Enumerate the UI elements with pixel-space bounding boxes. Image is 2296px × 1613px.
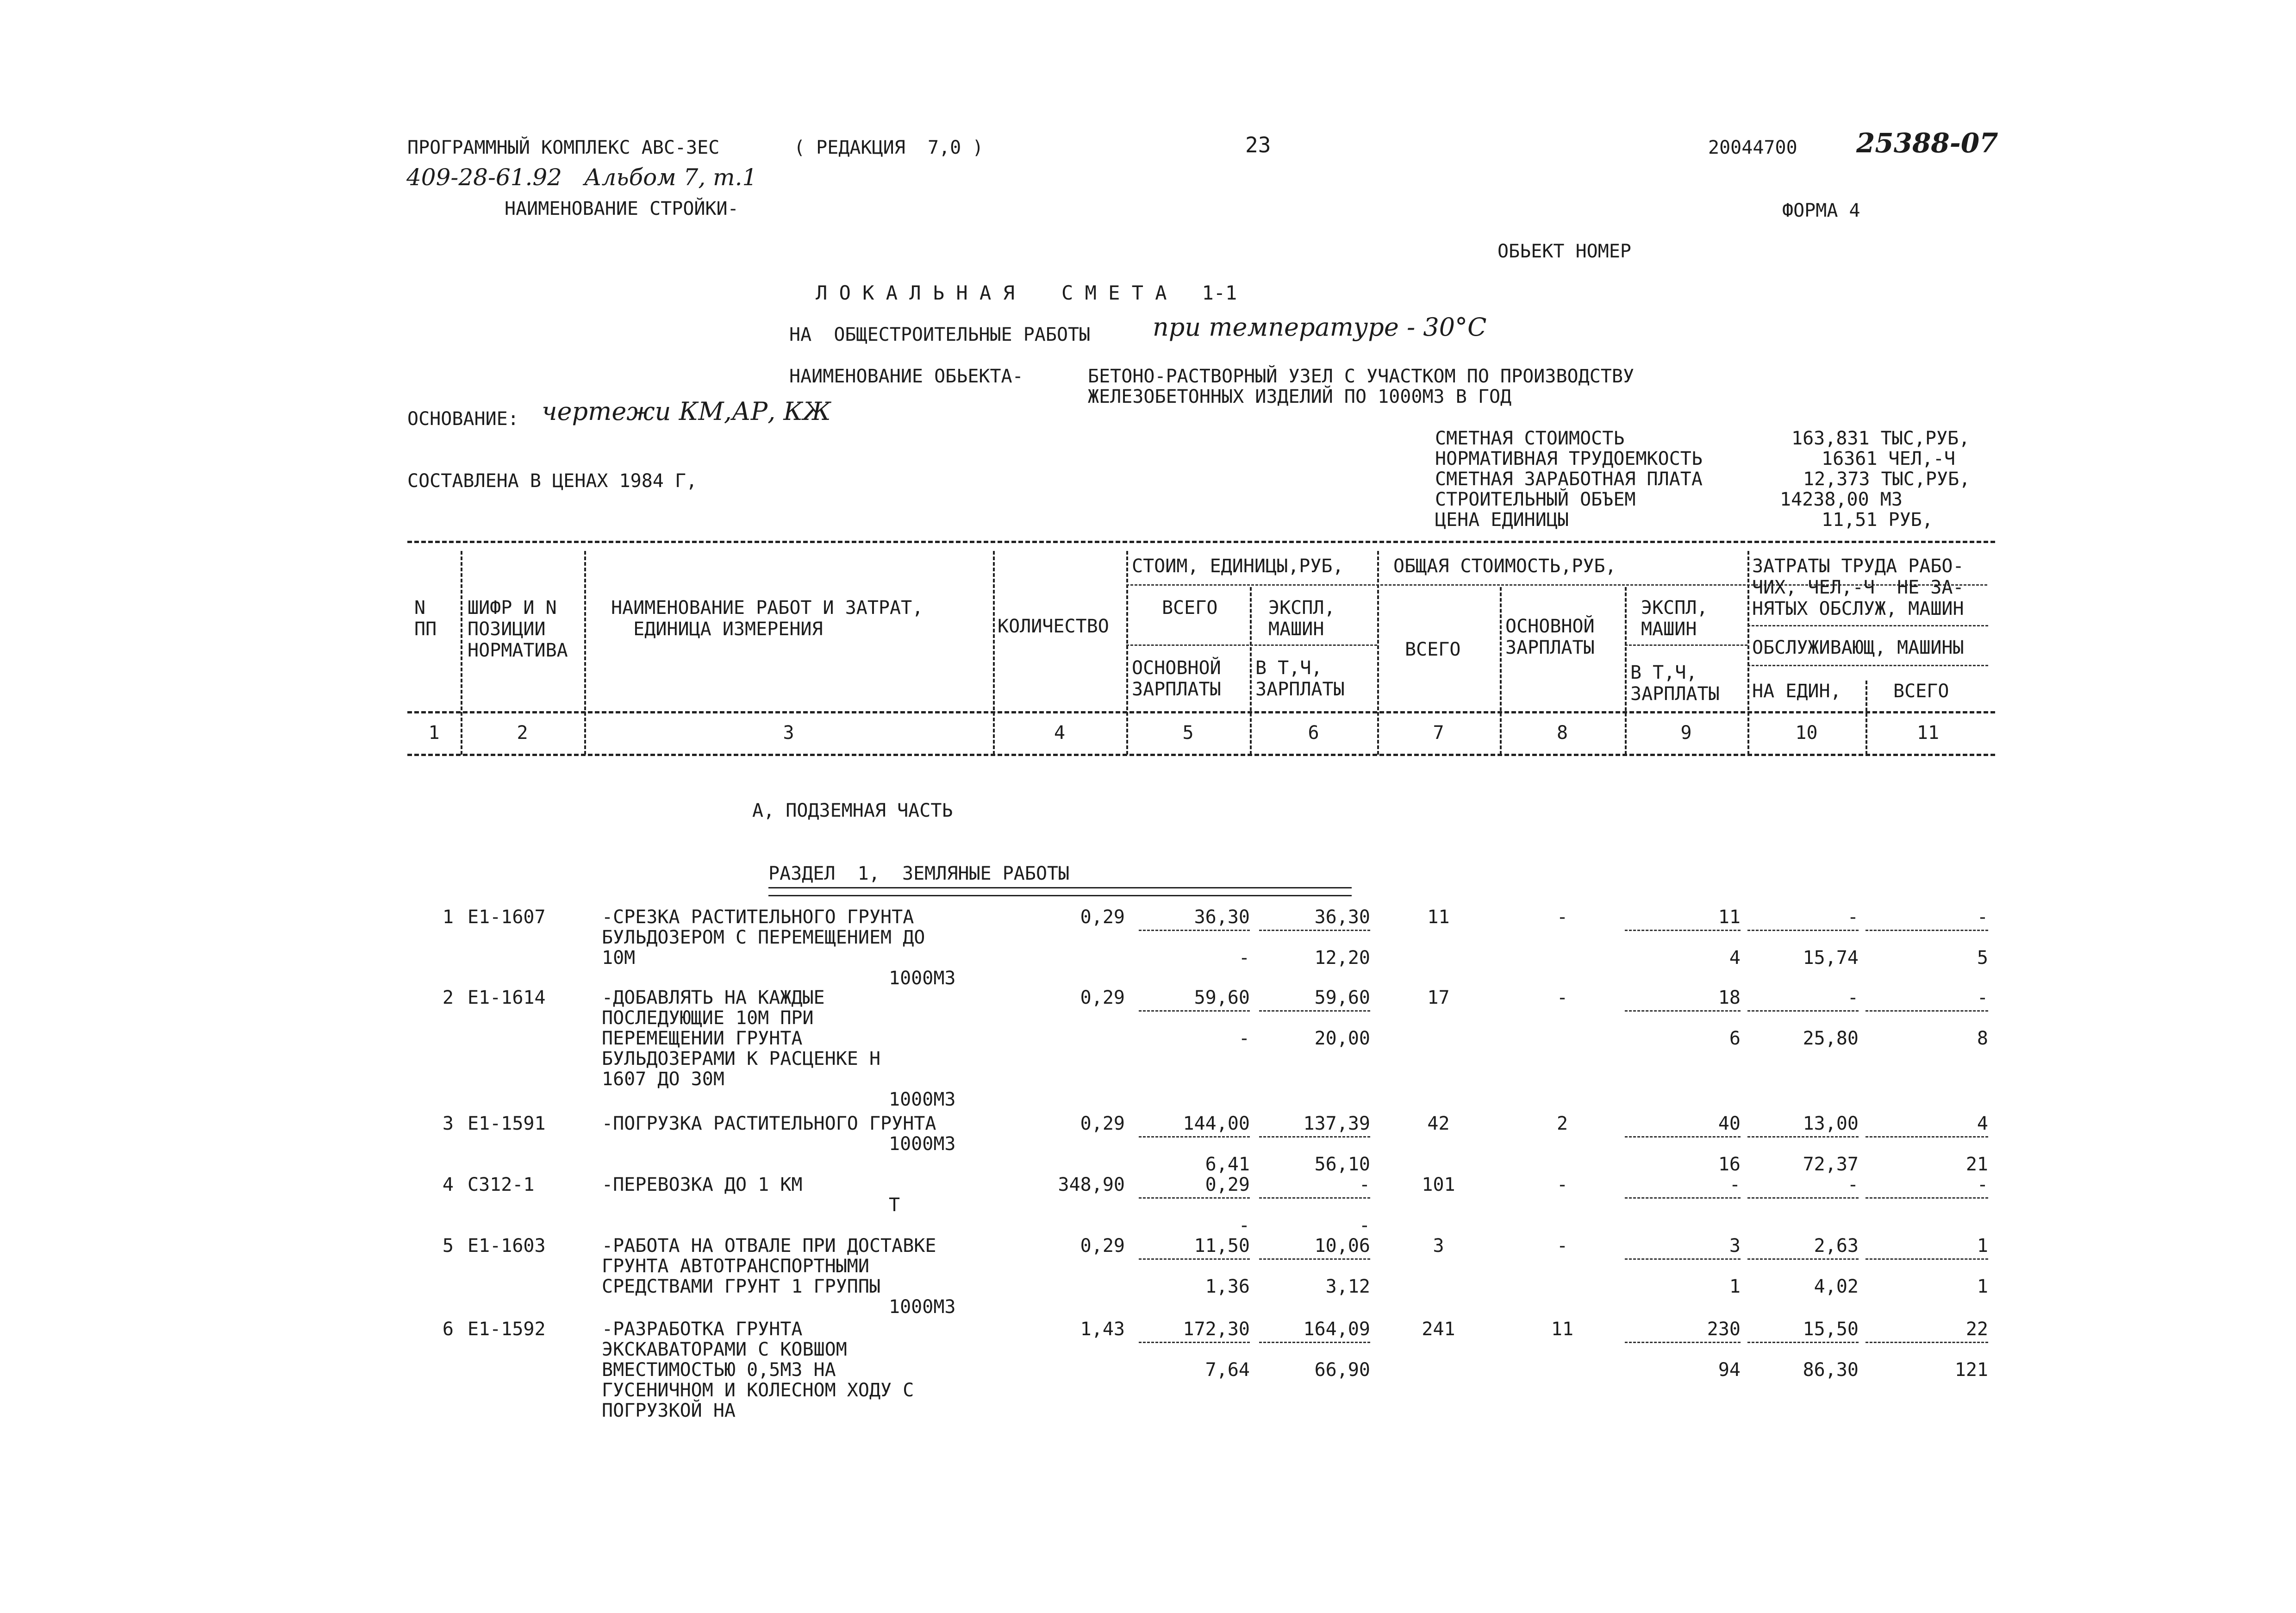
cell-divider bbox=[1747, 1197, 1859, 1199]
cell-divider bbox=[1866, 1010, 1988, 1012]
row-name-line: -РАБОТА НА ОТВАЛЕ ПРИ ДОСТАВКЕ bbox=[602, 1235, 936, 1257]
row-name-line: СРЕДСТВАМИ ГРУНТ 1 ГРУППЫ bbox=[602, 1276, 881, 1297]
labor-unit-top: 13,00 bbox=[1803, 1113, 1859, 1134]
cell-divider bbox=[1259, 1342, 1370, 1343]
header-mid-rule bbox=[407, 711, 1995, 713]
page-number: 23 bbox=[1245, 132, 1271, 157]
row-name-line: ЭКСКАВАТОРАМИ С КОВШОМ bbox=[602, 1339, 847, 1360]
total-incl-wage-header: В Т,Ч, ЗАРПЛАТЫ bbox=[1630, 662, 1720, 705]
col-code-header: ШИФР И N ПОЗИЦИИ НОРМАТИВА bbox=[468, 597, 568, 661]
unit-total: 0,29 bbox=[1205, 1174, 1250, 1195]
summary-value: 12,373 ТЫС,РУБ, bbox=[1803, 469, 1971, 490]
program-name: ПРОГРАММНЫЙ КОМПЛЕКС АВС-ЗЕС bbox=[407, 137, 720, 158]
col-name-header: НАИМЕНОВАНИЕ РАБОТ И ЗАТРАТ, ЕДИНИЦА ИЗМЕРЕНИЯ bbox=[611, 597, 923, 640]
total-base-wage: 11 bbox=[1551, 1319, 1574, 1340]
basis-label: ОСНОВАНИЕ: bbox=[407, 408, 519, 430]
labor-total: 5 bbox=[1977, 947, 1988, 969]
labor-total-top: - bbox=[1977, 907, 1988, 928]
total-all: 3 bbox=[1433, 1235, 1444, 1257]
row-unit: Т bbox=[889, 1194, 900, 1216]
total-expl: 3 bbox=[1729, 1235, 1741, 1257]
object-number-label: ОБЬЕКТ НОМЕР bbox=[1497, 241, 1631, 262]
basis-drawings: чертежи КМ,АР, КЖ bbox=[542, 397, 831, 426]
summary-value: 11,51 РУБ, bbox=[1822, 509, 1933, 531]
total-expl: 11 bbox=[1718, 907, 1741, 928]
cell-divider bbox=[1866, 930, 1988, 931]
unit-total: 36,30 bbox=[1194, 907, 1250, 928]
row-code: Е1-1591 bbox=[468, 1113, 546, 1134]
row-code: Е1-1607 bbox=[468, 907, 546, 928]
cell-divider bbox=[1625, 1342, 1741, 1343]
unit-incl-wage: 66,90 bbox=[1314, 1359, 1370, 1381]
cell-divider bbox=[1259, 1197, 1370, 1199]
total-incl-wage: 1 bbox=[1729, 1276, 1741, 1297]
summary-value: 16361 ЧЕЛ,-Ч bbox=[1822, 448, 1955, 469]
unit-base-wage: 1,36 bbox=[1205, 1276, 1250, 1297]
labor-total-top: 4 bbox=[1977, 1113, 1988, 1134]
labor-per-unit: 72,37 bbox=[1803, 1154, 1859, 1175]
col-separator bbox=[1866, 681, 1867, 755]
row-quantity: 0,29 bbox=[1080, 1113, 1125, 1134]
labor-unit-top: - bbox=[1847, 907, 1859, 928]
row-quantity: 0,29 bbox=[1080, 987, 1125, 1008]
unit-base-wage: - bbox=[1238, 1215, 1250, 1236]
cell-divider bbox=[1866, 1197, 1988, 1199]
object-line-2: ЖЕЛЕЗОБЕТОННЫХ ИЗДЕЛИЙ ПО 1000М3 В ГОД bbox=[1088, 386, 1512, 407]
labor-sub-header: ОБСЛУЖИВАЮЩ, МАШИНЫ bbox=[1752, 637, 1964, 658]
temperature-note: при температуре - 30°С bbox=[1153, 313, 1487, 342]
col-number: 3 bbox=[783, 722, 794, 744]
row-name-line: -ПЕРЕВОЗКА ДО 1 КМ bbox=[602, 1174, 803, 1195]
works-title: НА ОБЩЕСТРОИТЕЛЬНЫЕ РАБОТЫ bbox=[789, 324, 1091, 345]
total-base-wage-header: ОСНОВНОЙ ЗАРПЛАТЫ bbox=[1505, 616, 1595, 658]
labor-per-unit-header: НА ЕДИН, bbox=[1752, 681, 1841, 702]
col-number: 9 bbox=[1680, 722, 1692, 744]
header-top-rule bbox=[407, 541, 1995, 543]
unit-incl-wage-header: В Т,Ч, ЗАРПЛАТЫ bbox=[1255, 657, 1345, 700]
row-name-line: ГРУНТА АВТОТРАНСПОРТНЫМИ bbox=[602, 1256, 869, 1277]
row-name-line: ПОСЛЕДУЮЩИЕ 10М ПРИ bbox=[602, 1007, 814, 1029]
col-number: 10 bbox=[1795, 722, 1818, 744]
unit-expl: 164,09 bbox=[1303, 1319, 1370, 1340]
row-code: С312-1 bbox=[468, 1174, 535, 1195]
header-sub-rule bbox=[1625, 644, 1747, 646]
row-unit: 1000М3 bbox=[889, 1133, 956, 1155]
cell-divider bbox=[1139, 1010, 1250, 1012]
row-code: Е1-1603 bbox=[468, 1235, 546, 1257]
row-name-line: 1607 ДО 30М bbox=[602, 1069, 724, 1090]
cell-divider bbox=[1866, 1342, 1988, 1343]
total-all: 11 bbox=[1427, 907, 1450, 928]
total-expl: - bbox=[1729, 1174, 1741, 1195]
total-incl-wage: 6 bbox=[1729, 1028, 1741, 1049]
summary-label: НОРМАТИВНАЯ ТРУДОЕМКОСТЬ bbox=[1435, 448, 1703, 469]
row-name-line: ПЕРЕМЕЩЕНИИ ГРУНТА bbox=[602, 1028, 803, 1049]
handwritten-number: 25388-07 bbox=[1856, 127, 1998, 159]
unit-base-wage: - bbox=[1238, 1028, 1250, 1049]
row-name-line: 10М bbox=[602, 947, 636, 969]
total-expl: 40 bbox=[1718, 1113, 1741, 1134]
unit-total: 59,60 bbox=[1194, 987, 1250, 1008]
col-qty-header: КОЛИЧЕСТВО bbox=[998, 616, 1109, 637]
header-bottom-rule bbox=[407, 754, 1995, 756]
row-name-line: -РАЗРАБОТКА ГРУНТА bbox=[602, 1319, 803, 1340]
section-title: РАЗДЕЛ 1, ЗЕМЛЯНЫЕ РАБОТЫ bbox=[768, 863, 1070, 884]
cell-divider bbox=[1747, 1342, 1859, 1343]
summary-label: ЦЕНА ЕДИНИЦЫ bbox=[1435, 509, 1569, 531]
unit-incl-wage: 12,20 bbox=[1314, 947, 1370, 969]
unit-base-wage-header: ОСНОВНОЙ ЗАРПЛАТЫ bbox=[1132, 657, 1221, 700]
total-base-wage: - bbox=[1556, 987, 1568, 1008]
cell-divider bbox=[1139, 1197, 1250, 1199]
row-name-line: ГУСЕНИЧНОМ И КОЛЕСНОМ ХОДУ С bbox=[602, 1380, 914, 1401]
labor-unit-top: 2,63 bbox=[1814, 1235, 1859, 1257]
summary-label: СТРОИТЕЛЬНЫЙ ОБЪЕМ bbox=[1435, 489, 1636, 510]
cell-divider bbox=[1259, 930, 1370, 931]
summary-value: 163,831 ТЫС,РУБ, bbox=[1791, 428, 1970, 449]
row-name-line: ВМЕСТИМОСТЬЮ 0,5М3 НА bbox=[602, 1359, 836, 1381]
total-all: 42 bbox=[1427, 1113, 1450, 1134]
row-quantity: 0,29 bbox=[1080, 1235, 1125, 1257]
total-expl-header: ЭКСПЛ, МАШИН bbox=[1641, 597, 1708, 640]
part-title: А, ПОДЗЕМНАЯ ЧАСТЬ bbox=[752, 800, 953, 821]
labor-total-top: - bbox=[1977, 987, 1988, 1008]
total-incl-wage: 94 bbox=[1718, 1359, 1741, 1381]
total-incl-wage: 16 bbox=[1718, 1154, 1741, 1175]
header-sub-rule bbox=[1126, 644, 1377, 646]
total-all: 101 bbox=[1422, 1174, 1455, 1195]
row-quantity: 348,90 bbox=[1058, 1174, 1125, 1195]
handwritten-album: 409-28-61.92 Альбом 7, т.1 bbox=[406, 164, 757, 191]
unit-expl: - bbox=[1359, 1174, 1370, 1195]
total-base-wage: - bbox=[1556, 1174, 1568, 1195]
unit-total: 11,50 bbox=[1194, 1235, 1250, 1257]
total-base-wage: 2 bbox=[1556, 1113, 1568, 1134]
labor-total-top: 22 bbox=[1965, 1319, 1988, 1340]
labor-total: 21 bbox=[1965, 1154, 1988, 1175]
row-name-line: БУЛЬДОЗЕРОМ С ПЕРЕМЕЩЕНИЕМ ДО bbox=[602, 927, 925, 948]
unit-incl-wage: 20,00 bbox=[1314, 1028, 1370, 1049]
col-number: 4 bbox=[1054, 722, 1066, 744]
form-label: ФОРМА 4 bbox=[1782, 200, 1860, 221]
row-name-line: -ДОБАВЛЯТЬ НА КАЖДЫЕ bbox=[602, 987, 825, 1008]
section-underline bbox=[768, 887, 1352, 896]
unit-base-wage: - bbox=[1238, 947, 1250, 969]
labor-total: 121 bbox=[1954, 1359, 1988, 1381]
cell-divider bbox=[1259, 1136, 1370, 1138]
row-code: Е1-1592 bbox=[468, 1319, 546, 1340]
prices-year: СОСТАВЛЕНА В ЦЕНАХ 1984 Г, bbox=[407, 470, 698, 492]
unit-expl: 137,39 bbox=[1303, 1113, 1370, 1134]
construction-name-label: НАИМЕНОВАНИЕ СТРОЙКИ- bbox=[505, 198, 739, 219]
labor-total-top: 1 bbox=[1977, 1235, 1988, 1257]
col-number: 6 bbox=[1308, 722, 1319, 744]
total-base-wage: - bbox=[1556, 1235, 1568, 1257]
estimate-title: Л О К А Л Ь Н А Я С М Е Т А 1-1 bbox=[816, 281, 1237, 304]
row-number: 5 bbox=[442, 1235, 454, 1257]
row-number: 1 bbox=[442, 907, 454, 928]
row-number: 4 bbox=[442, 1174, 454, 1195]
edition: ( РЕДАКЦИЯ 7,0 ) bbox=[794, 137, 984, 158]
cell-divider bbox=[1625, 1136, 1741, 1138]
row-number: 3 bbox=[442, 1113, 454, 1134]
total-all-header: ВСЕГО bbox=[1405, 639, 1461, 660]
cell-divider bbox=[1866, 1136, 1988, 1138]
cell-divider bbox=[1747, 930, 1859, 931]
cell-divider bbox=[1866, 1258, 1988, 1260]
row-quantity: 0,29 bbox=[1080, 907, 1125, 928]
unit-total: 144,00 bbox=[1183, 1113, 1250, 1134]
unit-expl: 59,60 bbox=[1314, 987, 1370, 1008]
summary-label: СМЕТНАЯ ЗАРАБОТНАЯ ПЛАТА bbox=[1435, 469, 1703, 490]
labor-total-top: - bbox=[1977, 1174, 1988, 1195]
labor-total-header: ВСЕГО bbox=[1893, 681, 1949, 702]
cell-divider bbox=[1625, 1010, 1741, 1012]
row-unit: 1000М3 bbox=[889, 1089, 956, 1110]
header-sub-rule bbox=[1747, 625, 1988, 626]
summary-value: 14238,00 М3 bbox=[1780, 489, 1903, 510]
col-number: 5 bbox=[1182, 722, 1194, 744]
header-sub-rule bbox=[1747, 665, 1988, 666]
labor-per-unit: 4,02 bbox=[1814, 1276, 1859, 1297]
cell-divider bbox=[1625, 1197, 1741, 1199]
col-number: 11 bbox=[1916, 722, 1940, 744]
cell-divider bbox=[1259, 1010, 1370, 1012]
col-number: 1 bbox=[428, 722, 440, 744]
cell-divider bbox=[1139, 1342, 1250, 1343]
unit-base-wage: 7,64 bbox=[1205, 1359, 1250, 1381]
row-number: 6 bbox=[442, 1319, 454, 1340]
row-quantity: 1,43 bbox=[1080, 1319, 1125, 1340]
total-incl-wage: 4 bbox=[1729, 947, 1741, 969]
cell-divider bbox=[1139, 930, 1250, 931]
row-unit: 1000М3 bbox=[889, 1296, 956, 1318]
cell-divider bbox=[1259, 1258, 1370, 1260]
unit-expl: 36,30 bbox=[1314, 907, 1370, 928]
labor-per-unit: 15,74 bbox=[1803, 947, 1859, 969]
total-expl: 18 bbox=[1718, 987, 1741, 1008]
unit-incl-wage: - bbox=[1359, 1215, 1370, 1236]
summary-label: СМЕТНАЯ СТОИМОСТЬ bbox=[1435, 428, 1625, 449]
row-name-line: ПОГРУЗКОЙ НА bbox=[602, 1400, 736, 1421]
row-name-line: БУЛЬДОЗЕРАМИ К РАСЦЕНКЕ Н bbox=[602, 1048, 881, 1069]
unit-incl-wage: 3,12 bbox=[1325, 1276, 1370, 1297]
labor-per-unit: 86,30 bbox=[1803, 1359, 1859, 1381]
col-number: 8 bbox=[1556, 722, 1568, 744]
labor-total: 1 bbox=[1977, 1276, 1988, 1297]
unit-expl-header: ЭКСПЛ, МАШИН bbox=[1268, 597, 1335, 640]
unit-incl-wage: 56,10 bbox=[1314, 1154, 1370, 1175]
object-label: НАИМЕНОВАНИЕ ОБЬЕКТА- bbox=[789, 366, 1023, 387]
unit-base-wage: 6,41 bbox=[1205, 1154, 1250, 1175]
row-name-line: -СРЕЗКА РАСТИТЕЛЬНОГО ГРУНТА bbox=[602, 907, 914, 928]
unit-total: 172,30 bbox=[1183, 1319, 1250, 1340]
row-number: 2 bbox=[442, 987, 454, 1008]
cell-divider bbox=[1625, 1258, 1741, 1260]
object-line-1: БЕТОНО-РАСТВОРНЫЙ УЗЕЛ С УЧАСТКОМ ПО ПРОИЗВОДСТВУ bbox=[1088, 366, 1635, 387]
col-number: 2 bbox=[517, 722, 528, 744]
document-code: 20044700 bbox=[1708, 137, 1797, 158]
labor-unit-top: - bbox=[1847, 987, 1859, 1008]
row-name-line: -ПОГРУЗКА РАСТИТЕЛЬНОГО ГРУНТА bbox=[602, 1113, 936, 1134]
row-code: Е1-1614 bbox=[468, 987, 546, 1008]
total-all: 241 bbox=[1422, 1319, 1455, 1340]
labor-unit-top: 15,50 bbox=[1803, 1319, 1859, 1340]
cell-divider bbox=[1625, 930, 1741, 931]
cell-divider bbox=[1139, 1136, 1250, 1138]
labor-total: 8 bbox=[1977, 1028, 1988, 1049]
labor-per-unit: 25,80 bbox=[1803, 1028, 1859, 1049]
total-all: 17 bbox=[1427, 987, 1450, 1008]
row-unit: 1000М3 bbox=[889, 968, 956, 989]
cell-divider bbox=[1139, 1258, 1250, 1260]
col-number: 7 bbox=[1433, 722, 1444, 744]
total-cost-header: ОБЩАЯ СТОИМОСТЬ,РУБ, bbox=[1393, 556, 1616, 577]
unit-total-header: ВСЕГО bbox=[1162, 597, 1218, 619]
labor-header: ЗАТРАТЫ ТРУДА РАБО- ЧИХ, ЧЕЛ,-Ч НЕ ЗА- НЯТЫХ ОБСЛУЖ, МАШИН bbox=[1752, 556, 1964, 619]
total-base-wage: - bbox=[1556, 907, 1568, 928]
cell-divider bbox=[1747, 1258, 1859, 1260]
labor-unit-top: - bbox=[1847, 1174, 1859, 1195]
unit-expl: 10,06 bbox=[1314, 1235, 1370, 1257]
cell-divider bbox=[1747, 1010, 1859, 1012]
cell-divider bbox=[1747, 1136, 1859, 1138]
total-expl: 230 bbox=[1707, 1319, 1741, 1340]
col-n-header: N ПП bbox=[414, 597, 437, 640]
unit-cost-header: СТОИМ, ЕДИНИЦЫ,РУБ, bbox=[1132, 556, 1344, 577]
